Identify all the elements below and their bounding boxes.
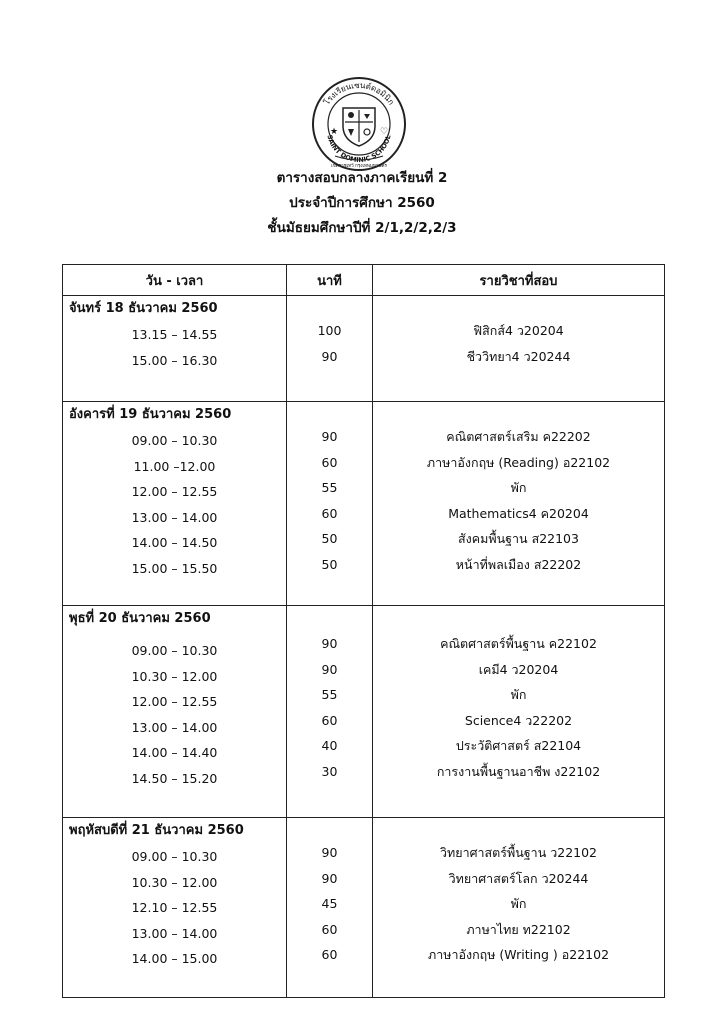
exam-minutes: 50 <box>321 556 338 572</box>
time-cell <box>63 402 287 606</box>
exam-time: 12.10 – 12.55 <box>131 900 218 916</box>
header-day-time: วัน - เวลา <box>63 265 287 296</box>
logo-text-bottom: เขตราชเทวี กรุงเทพมหานคร <box>331 164 387 169</box>
svg-text:โรงเรียนเซนต์ดอมินิก <box>321 81 395 107</box>
page-title: ตารางสอบกลางภาคเรียนที่ 2 <box>276 170 448 186</box>
day-label: พฤหัสบดีที่ 21 ธันวาคม 2560 <box>69 823 244 838</box>
subject-cell <box>373 818 665 998</box>
exam-time: 14.50 – 15.20 <box>131 770 218 786</box>
exam-time: 09.00 – 10.30 <box>131 433 218 448</box>
exam-subject: ฟิสิกส์4 ว20204 <box>473 323 564 338</box>
subject-cell <box>373 296 665 402</box>
exam-subject: เคมี4 ว20204 <box>478 661 559 677</box>
exam-minutes: 90 <box>321 845 338 860</box>
exam-subject: ภาษาไทย ท22102 <box>466 921 571 937</box>
exam-minutes: 60 <box>321 505 338 521</box>
exam-time: 12.00 – 12.55 <box>131 484 218 500</box>
exam-subject: พัก <box>510 687 527 703</box>
exam-subject: สังคมพื้นฐาน ส22103 <box>458 531 579 547</box>
exam-subject: คณิตศาสตร์เสริม ค22202 <box>446 429 591 444</box>
exam-time: 13.00 – 14.00 <box>131 509 218 525</box>
exam-schedule-table <box>62 264 665 998</box>
exam-minutes: 30 <box>321 763 338 779</box>
exam-minutes: 90 <box>321 348 338 364</box>
minutes-cell <box>287 296 373 402</box>
exam-subject: การงานพื้นฐานอาชีพ ง22102 <box>436 763 601 779</box>
exam-time: 14.00 – 14.50 <box>131 535 218 551</box>
minutes-cell <box>287 606 373 818</box>
logo-text-top: โรงเรียนเซนต์ดอมินิก <box>322 80 396 107</box>
header-subject: รายวิชาที่สอบ <box>373 265 665 296</box>
time-cell <box>63 818 287 998</box>
time-cell <box>63 296 287 402</box>
exam-subject: หน้าที่พลเมือง ส22202 <box>455 556 582 572</box>
exam-minutes: 90 <box>321 429 338 444</box>
exam-minutes: 90 <box>321 661 338 677</box>
exam-subject: ประวัติศาสตร์ ส22104 <box>455 738 582 754</box>
exam-subject: Science4 ว22202 <box>464 712 573 728</box>
exam-minutes: 55 <box>321 480 338 496</box>
day-block-tuesday <box>63 402 665 606</box>
exam-subject: พัก <box>510 896 527 912</box>
exam-time: 11.00 –12.00 <box>133 458 216 474</box>
minutes-cell <box>287 402 373 606</box>
exam-subject: ภาษาอังกฤษ (Writing ) อ22102 <box>427 947 610 963</box>
school-seal-logo <box>309 74 409 174</box>
exam-minutes: 50 <box>321 531 338 547</box>
exam-minutes: 40 <box>321 738 338 754</box>
exam-minutes: 60 <box>321 712 338 728</box>
academic-year: ประจำปีการศึกษา 2560 <box>289 195 435 211</box>
header-minutes: นาที <box>287 265 373 296</box>
exam-minutes: 90 <box>321 636 338 651</box>
exam-time: 15.00 – 16.30 <box>131 352 218 368</box>
exam-time: 10.30 – 12.00 <box>131 668 218 684</box>
table-header-row <box>63 265 665 296</box>
svg-text:♡: ♡ <box>379 127 389 137</box>
exam-minutes: 45 <box>321 896 338 912</box>
exam-minutes: 90 <box>321 870 338 886</box>
subject-cell <box>373 402 665 606</box>
day-label: จันทร์ 18 ธันวาคม 2560 <box>69 301 218 316</box>
svg-text:★: ★ <box>329 127 339 137</box>
day-label: อังคารที่ 19 ธันวาคม 2560 <box>69 407 232 422</box>
exam-time: 14.00 – 15.00 <box>131 951 218 967</box>
exam-subject: คณิตศาสตร์พื้นฐาน ค22102 <box>440 636 597 651</box>
exam-time: 13.15 – 14.55 <box>131 327 218 342</box>
exam-time: 13.00 – 14.00 <box>131 925 218 941</box>
exam-subject: วิทยาศาสตร์โลก ว20244 <box>448 870 589 886</box>
day-label: พุธที่ 20 ธันวาคม 2560 <box>69 611 211 626</box>
exam-subject: วิทยาศาสตร์พื้นฐาน ว22102 <box>439 845 598 860</box>
day-block-thursday <box>63 818 665 998</box>
exam-time: 15.00 – 15.50 <box>131 560 218 576</box>
exam-time: 10.30 – 12.00 <box>131 874 218 890</box>
logo-text-en: SAINT DOMINIC SCHOOL <box>325 134 393 165</box>
exam-minutes: 100 <box>317 323 342 338</box>
exam-minutes: 55 <box>321 687 338 703</box>
exam-minutes: 60 <box>321 921 338 937</box>
subject-cell <box>373 606 665 818</box>
exam-time: 09.00 – 10.30 <box>131 849 218 864</box>
exam-minutes: 60 <box>321 454 338 470</box>
day-block-wednesday <box>63 606 665 818</box>
exam-subject: ภาษาอังกฤษ (Reading) อ22102 <box>426 454 611 470</box>
minutes-cell <box>287 818 373 998</box>
exam-minutes: 60 <box>321 947 338 963</box>
exam-time: 12.00 – 12.55 <box>131 694 218 710</box>
exam-time: 09.00 – 10.30 <box>131 643 218 658</box>
exam-time: 13.00 – 14.00 <box>131 719 218 735</box>
exam-subject: Mathematics4 ค20204 <box>448 505 589 521</box>
time-cell <box>63 606 287 818</box>
exam-subject: ชีววิทยา4 ว20244 <box>466 348 571 364</box>
day-block-monday <box>63 296 665 402</box>
class-level: ชั้นมัธยมศึกษาปีที่ 2/1,2/2,2/3 <box>267 220 457 236</box>
exam-subject: พัก <box>510 480 527 496</box>
exam-time: 14.00 – 14.40 <box>131 745 218 761</box>
